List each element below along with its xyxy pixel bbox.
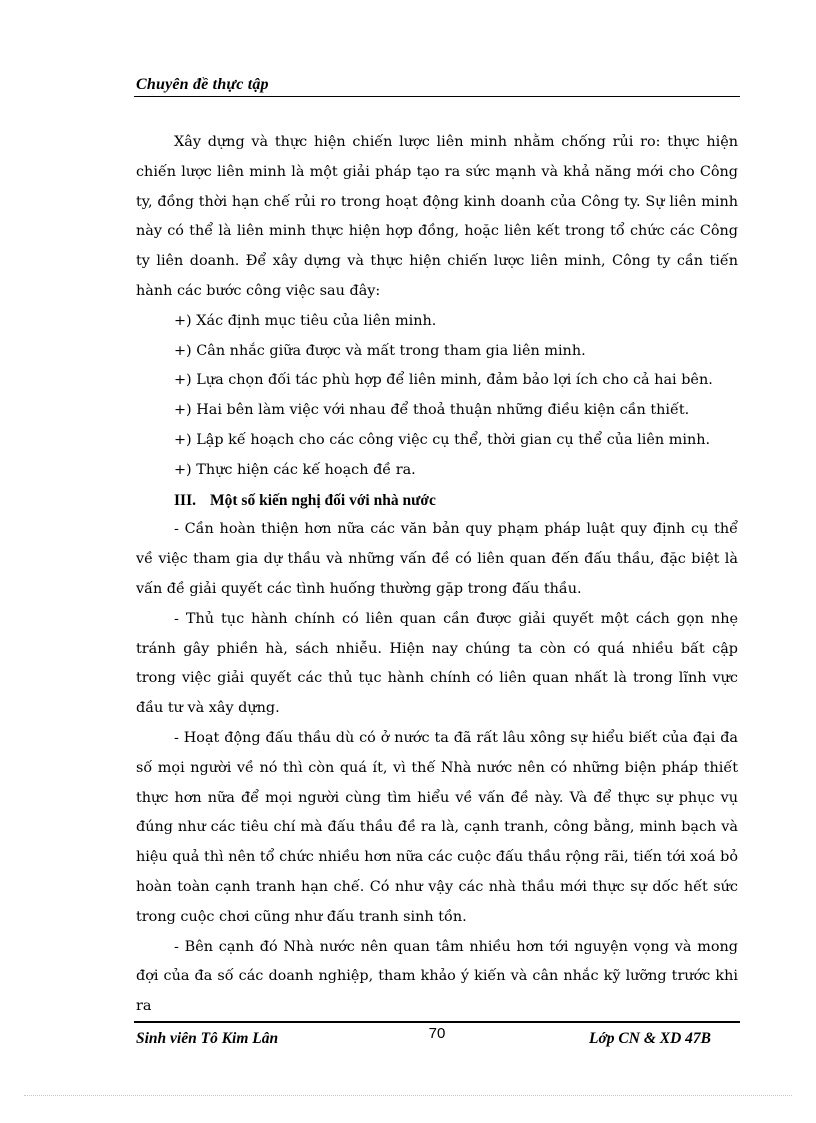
footer-author: Sinh viên Tô Kim Lân [136, 1030, 279, 1047]
intro-paragraph: Xây dựng và thực hiện chiến lược liên minh nhằm chống rủi ro: thực hiện chiến lược liên minh là một giải pháp tạo ra sức mạnh và khả năng mới cho Công ty, đồng thời hạn chế rủi ro trong hoạt động kinh doanh của Công ty. Sự liên minh này có thể là liên minh thực hiện hợp đồng, hoặc liên kết trong tổ chức các Công ty liên doanh. Để xây dựng và thực hiện chiến lược liên minh, Công ty cần tiến hành các bước công việc sau đây: [136, 134, 738, 299]
section-number: III. [174, 491, 196, 509]
section-heading [136, 486, 738, 516]
step-item: +) Thực hiện các kế hoạch đề ra. [174, 461, 416, 478]
recommendation-paragraph: - Thủ tục hành chính có liên quan cần được giải quyết một cách gọn nhẹ tránh gây phiền hà, sách nhiễu. Hiện nay chúng ta còn có quá nhiều bất cập trong việc giải quyết các thủ tục hành chính có liên quan nhất là trong lĩnh vực đầu tư và xây dựng. [136, 610, 738, 717]
step-item: +) Lựa chọn đối tác phù hợp để liên minh, đảm bảo lợi ích cho cả hai bên. [174, 372, 713, 389]
step-item: +) Cân nhắc giữa được và mất trong tham gia liên minh. [174, 342, 586, 359]
body-content [136, 128, 738, 1022]
step-item: +) Xác định mục tiêu của liên minh. [174, 312, 437, 329]
page-bottom-boundary [24, 1095, 792, 1096]
step-item: +) Hai bên làm việc với nhau để thoả thuận những điều kiện cần thiết. [174, 402, 690, 419]
footer-divider [134, 1021, 740, 1023]
section-title: Một số kiến nghị đối với nhà nước [210, 491, 436, 509]
step-item: +) Lập kế hoạch cho các công việc cụ thể, thời gian cụ thể của liên minh. [174, 431, 711, 448]
recommendation-paragraph: - Bên cạnh đó Nhà nước nên quan tâm nhiều hơn tới nguyện vọng và mong đợi của đa số các doanh nghiệp, tham khảo ý kiến và cân nhắc kỹ lưỡng trước khi ra [136, 938, 738, 1015]
page-number: 70 [428, 1025, 446, 1042]
header-title: Chuyên đề thực tập [136, 76, 269, 93]
header-divider [134, 96, 740, 97]
recommendation-paragraph: - Cần hoàn thiện hơn nữa các văn bản quy phạm pháp luật quy định cụ thể về việc tham gia dự thầu và những vấn đề có liên quan đến đấu thầu, đặc biệt là vấn đề giải quyết các tình huống thường gặp trong đấu thầu. [136, 521, 738, 597]
recommendation-paragraph: - Hoạt động đấu thầu dù có ở nước ta đã rất lâu xông sự hiểu biết của đại đa số mọi người về nó thì còn quá ít, vì thế Nhà nước nên có những biện pháp thiết thực hơn nữa để mọi người cùng tìm hiểu về vấn đề này. Và để thực sự phục vụ đúng như các tiêu chí mà đấu thầu đề ra là, cạnh tranh, công bằng, minh bạch và hiệu quả thì nên tổ chức nhiều hơn nữa các cuộc đấu thầu rộng rãi, tiến tới xoá bỏ hoàn toàn cạnh tranh hạn chế. Có như vậy các nhà thầu mới thực sự dốc hết sức trong cuộc chơi cũng như đấu tranh sinh tồn. [136, 729, 738, 925]
footer-class: Lớp CN & XD 47B [589, 1030, 711, 1047]
